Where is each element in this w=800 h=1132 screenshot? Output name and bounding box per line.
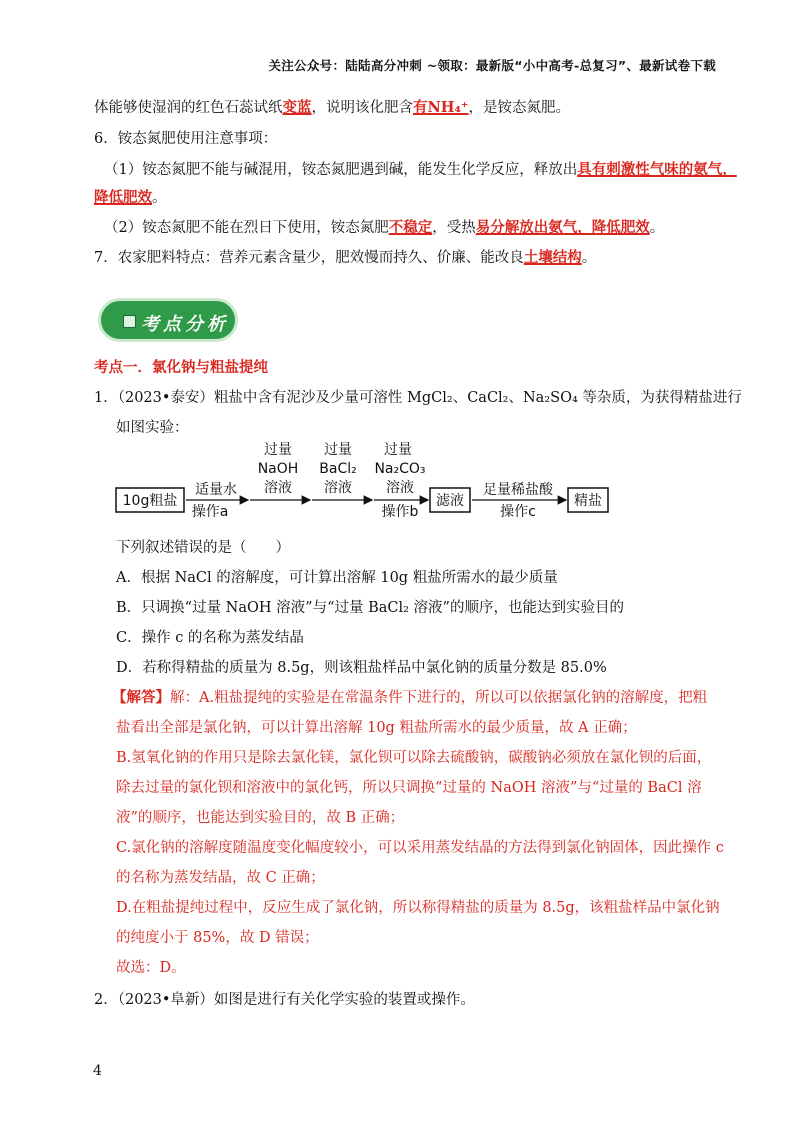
reagent1-line3: 溶液	[264, 480, 292, 496]
highlight: 有NH₄⁺	[413, 99, 469, 116]
stepc-top: 足量稀盐酸	[483, 482, 553, 498]
text: 7．农家肥料特点：营养元素含量少，肥效慢而持久、价廉、能改良	[94, 250, 524, 266]
answer-line-4: 除去过量的氯化钡和溶液中的氯化钙，所以只调换“过量的 NaOH 溶液”与“过量的 BaCl 溶	[116, 780, 702, 796]
reagent2-line2: BaCl₂	[319, 461, 357, 477]
stepc-bottom: 操作c	[500, 504, 536, 520]
highlight: 变蓝	[282, 99, 312, 116]
answer-line-1	[112, 688, 707, 708]
q2-stem: 2．（2023•阜新）如图是进行有关化学实验的装置或操作。	[94, 992, 475, 1008]
highlight: 降低肥效	[94, 189, 152, 206]
text: （1）铵态氮肥不能与碱混用，铵态氮肥遇到碱，能发生化学反应，释放出	[104, 162, 578, 178]
step1-top: 适量水	[195, 482, 237, 498]
note-icon	[123, 315, 136, 328]
text: 。	[152, 190, 167, 206]
answer-line-9: 的纯度小于 85%，故 D 错误；	[116, 930, 319, 946]
reagent3-line1: 过量	[384, 442, 412, 458]
step1-bottom: 操作a	[191, 504, 229, 520]
text: ，是铵态氮肥。	[468, 100, 570, 116]
q1-option-b: B．只调换“过量 NaOH 溶液”与“过量 BaCl₂ 溶液”的顺序，也能达到实验目的	[116, 600, 624, 616]
text: 。	[581, 250, 597, 266]
text: （2）铵态氮肥不能在烈日下使用，铵态氮肥	[104, 220, 389, 236]
page-number: 4	[93, 1063, 102, 1079]
answer-line-10: 故选：D。	[116, 960, 186, 976]
q1-option-d: D．若称得精盐的质量为 8.5g，则该粗盐样品中氯化钠的质量分数是 85.0%	[116, 660, 607, 676]
highlight: 具有刺激性气味的氨气，	[577, 161, 737, 178]
text: ，受热	[432, 220, 476, 236]
q1-option-c: C．操作 c 的名称为蒸发结晶	[116, 630, 304, 646]
reagent1-line1: 过量	[264, 442, 292, 458]
highlight: 易分解放出氨气，降低肥效	[475, 219, 650, 236]
section-badge	[98, 298, 238, 342]
answer-line-5: 液”的顺序，也能达到实验目的，故 B 正确；	[116, 810, 405, 826]
reagent2-line1: 过量	[324, 442, 352, 458]
flow-diagram	[110, 440, 630, 524]
text: 体能够使湿润的红色石蕊试纸	[94, 100, 283, 116]
reagent2-line3: 溶液	[324, 480, 352, 496]
intro-item-6: 6．铵态氮肥使用注意事项：	[94, 131, 278, 147]
q1-stem-cont: 如图实验：	[116, 420, 189, 436]
highlight: 土壤结构	[523, 249, 582, 266]
reagent3-line2: Na₂CO₃	[374, 461, 426, 477]
filtrate-label: 滤液	[436, 493, 464, 509]
reagent3-line4: 操作b	[381, 504, 419, 520]
q1-stem: 1．（2023•泰安）粗盐中含有泥沙及少量可溶性 MgCl₂、CaCl₂、Na₂SO₄ 等杂质，为获得精盐进行	[94, 390, 742, 406]
q1-option-a: A．根据 NaCl 的溶解度，可计算出溶解 10g 粗盐所需水的最少质量	[116, 570, 558, 586]
answer-line-6: C.氯化钠的溶解度随温度变化幅度较小，可以采用蒸发结晶的方法得到氯化钠固体，因此操作 c	[116, 840, 724, 856]
start-label: 10g粗盐	[122, 493, 178, 509]
intro-item-6-2	[104, 218, 664, 238]
badge-label: 考点分析	[141, 314, 229, 335]
text: 解：A.粗盐提纯的实验是在常温条件下进行的，所以可以依据氯化钠的溶解度，把粗	[170, 690, 708, 706]
answer-line-3: B.氢氧化钠的作用只是除去氯化镁，氯化钡可以除去硫酸钠，碳酸钠必须放在氯化钡的后面，	[116, 750, 712, 766]
intro-item-7	[94, 248, 596, 268]
intro-item-6-1-cont	[94, 188, 167, 208]
reagent3-line3: 溶液	[386, 480, 414, 496]
answer-line-7: 的名称为蒸发结晶，故 C 正确；	[116, 870, 325, 886]
intro-line-1	[94, 98, 570, 118]
reagent1-line2: NaOH	[257, 461, 299, 477]
text: 。	[649, 220, 665, 236]
q1-ask: 下列叙述错误的是（ ）	[116, 540, 290, 556]
answer-label: 【解答】	[112, 689, 170, 706]
end-label: 精盐	[574, 493, 602, 509]
highlight: 不稳定	[388, 219, 433, 236]
intro-item-6-1	[104, 160, 737, 180]
answer-line-2: 盐看出全部是氯化钠，可以计算出溶解 10g 粗盐所需水的最少质量，故 A 正确；	[116, 720, 637, 736]
section-title: 考点一．氯化钠与粗盐提纯	[94, 359, 268, 376]
answer-line-8: D.在粗盐提纯过程中，反应生成了氯化钠，所以称得精盐的质量为 8.5g，该粗盐样品中氯化钠	[116, 900, 720, 916]
text: ，说明该化肥含	[311, 100, 413, 116]
page-header: 关注公众号：陆陆高分冲刺 ~领取：最新版“小中高考-总复习”、最新试卷下载	[268, 58, 716, 73]
